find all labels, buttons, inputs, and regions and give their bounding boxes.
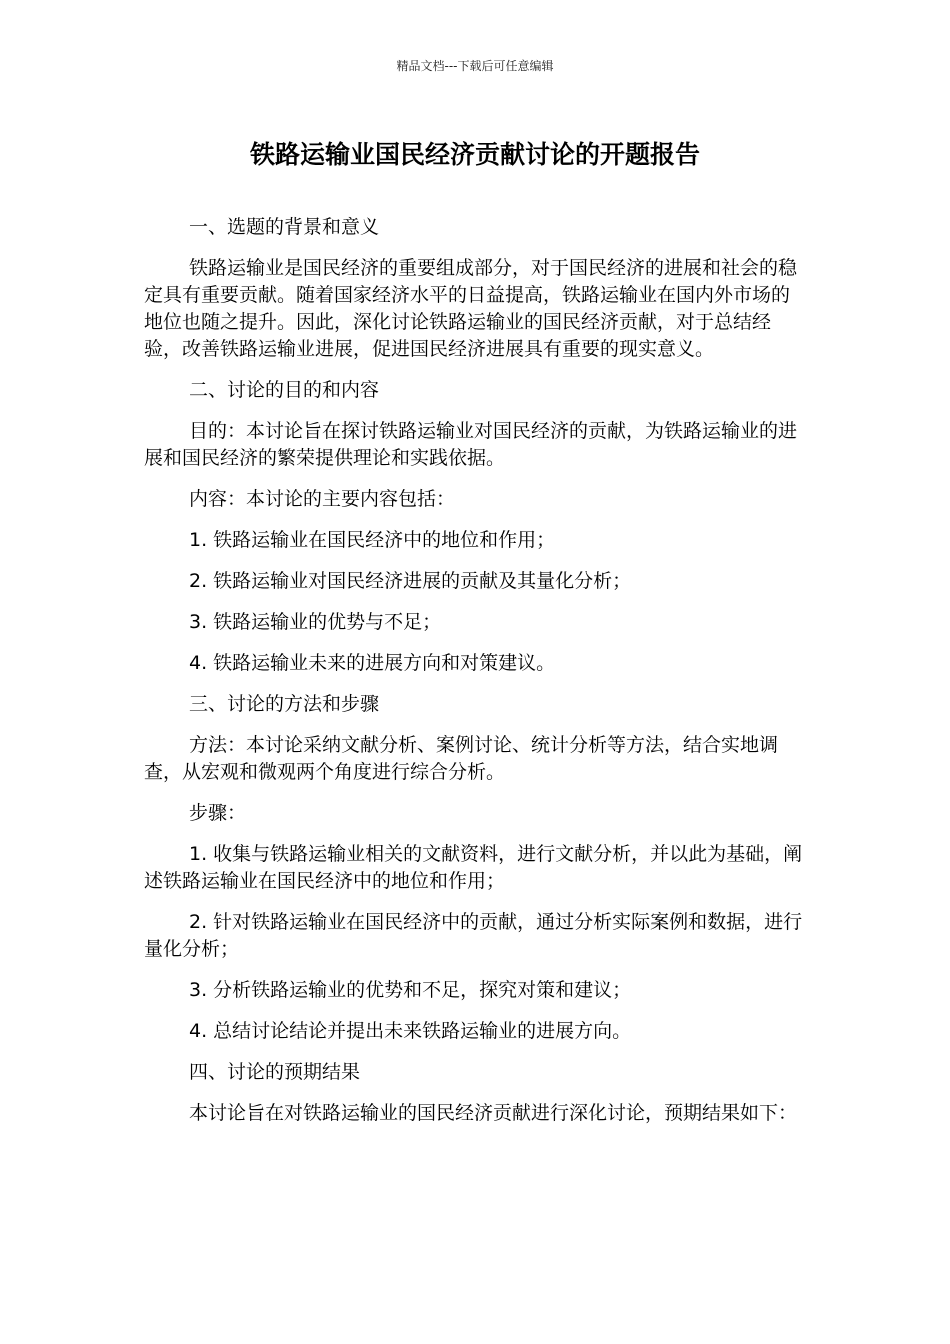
list-item-content-2: 2. 铁路运输业对国民经济进展的贡献及其量化分析； (189, 570, 632, 592)
list-item-content-4: 4. 铁路运输业未来的进展方向和对策建议。 (189, 652, 556, 674)
section-heading-purpose: 二、讨论的目的和内容 (189, 379, 380, 401)
paragraph-methods: 方法：本讨论采纳文献分析、案例讨论、统计分析等方法，结合实地调查，从宏观和微观两个角度进行综合分析。 (144, 734, 779, 783)
list-item-step-1: 1. 收集与铁路运输业相关的文献资料，进行文献分析，并以此为基础，阐述铁路运输业在国民经济中的地位和作用； (144, 843, 803, 892)
section-heading-background: 一、选题的背景和意义 (189, 216, 380, 238)
paragraph-purpose: 目的：本讨论旨在探讨铁路运输业对国民经济的贡献，为铁路运输业的进展和国民经济的繁荣提供理论和实践依据。 (144, 420, 798, 469)
paragraph-content-intro: 内容：本讨论的主要内容包括： (189, 488, 456, 510)
paragraph-expected-results: 本讨论旨在对铁路运输业的国民经济贡献进行深化讨论，预期结果如下： (189, 1102, 798, 1124)
section-heading-expected-results: 四、讨论的预期结果 (189, 1061, 361, 1083)
list-item-step-4: 4. 总结讨论结论并提出未来铁路运输业的进展方向。 (189, 1020, 632, 1042)
document-title: 铁路运输业国民经济贡献讨论的开题报告 (249, 140, 700, 169)
page-header-note: 精品文档---下载后可任意编辑 (396, 59, 554, 73)
section-heading-methods: 三、讨论的方法和步骤 (189, 693, 380, 715)
document-body (144, 214, 808, 1141)
list-item-content-3: 3. 铁路运输业的优势与不足； (189, 611, 442, 633)
paragraph-steps-intro: 步骤： (189, 802, 247, 824)
list-item-content-1: 1. 铁路运输业在国民经济中的地位和作用； (189, 529, 556, 551)
list-item-step-2: 2. 针对铁路运输业在国民经济中的贡献，通过分析实际案例和数据，进行量化分析； (144, 911, 803, 960)
paragraph-background: 铁路运输业是国民经济的重要组成部分，对于国民经济的进展和社会的稳定具有重要贡献。随着国家经济水平的日益提高，铁路运输业在国内外市场的地位也随之提升。因此，深化讨论铁路运输业的国民经济贡献，对于总结经验，改善铁路运输业进展，促进国民经济进展具有重要的现实意义。 (144, 257, 798, 360)
list-item-step-3: 3. 分析铁路运输业的优势和不足，探究对策和建议； (189, 979, 632, 1001)
